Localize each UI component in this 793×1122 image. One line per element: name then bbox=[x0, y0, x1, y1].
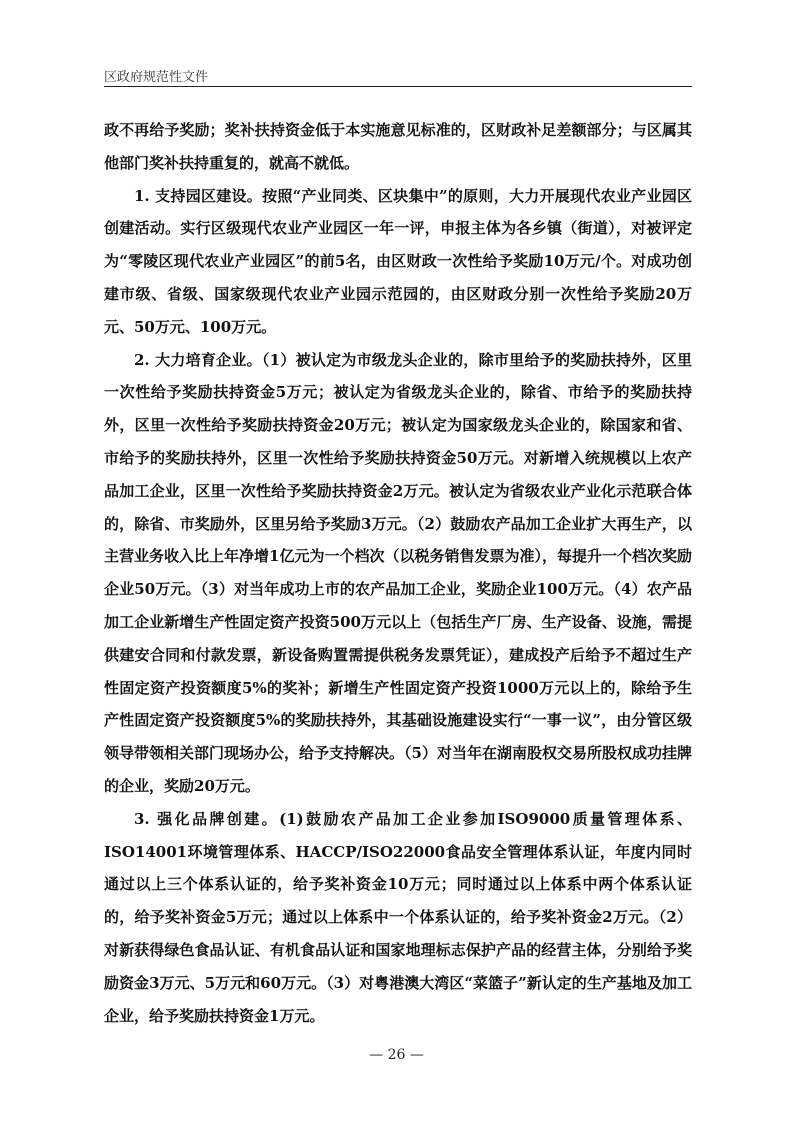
header-divider bbox=[104, 86, 692, 87]
paragraph-continuation bbox=[104, 114, 692, 180]
paragraph-enterprise-cultivation bbox=[104, 344, 692, 803]
paragraph-heading: 2. 大力培育企业。 bbox=[134, 350, 262, 369]
paragraph-text: (1)鼓励农产品加工企业参加ISO9000质量管理体系、ISO14001环境管理体系、HACCP/ISO22000食品安全管理体系认证，年度内同时通过以上三个体系认证的，给予奖补资金10万元；同时通过以上体系中两个体系认证的，给予奖补资金5万元；通过以上体系中一个体系认证的，给予奖补资金2万元。（2）对新获得绿色食品认证、有机食品认证和国家地理标志保护产品的经营主体，分别给予奖励资金3万元、5万元和60万元。（3）对粤港澳大湾区“菜篮子”新认定的生产基地及加工企业，给予奖励扶持资金1万元。 bbox=[104, 809, 692, 1025]
paragraph-heading: 3. 强化品牌创建。 bbox=[134, 809, 280, 828]
document-body bbox=[104, 114, 692, 1032]
paragraph-text: 按照“产业同类、区块集中”的原则，大力开展现代农业产业园区创建活动。实行区级现代农业产业园区一年一评，申报主体为各乡镇（街道），对被评定为“零陵区现代农业产业园区”的前5名，由区财政一次性给予奖励10万元/个。对成功创建市级、省级、国家级现代农业产业园示范园的，由区财政分别一次性给予奖励20万元、50万元、100万元。 bbox=[104, 186, 692, 336]
paragraph-text: 政不再给予奖励；奖补扶持资金低于本实施意见标准的，区财政补足差额部分；与区属其他部门奖补扶持重复的，就高不就低。 bbox=[104, 121, 692, 172]
paragraph-heading: 1. 支持园区建设。 bbox=[134, 186, 263, 205]
paragraph-text: （1）被认定为市级龙头企业的，除市里给予的奖励扶持外，区里一次性给予奖励扶持资金5万元；被认定为省级龙头企业的，除省、市给予的奖励扶持外，区里一次性给予奖励扶持资金20万元；被认定为国家级龙头企业的，除国家和省、市给予的奖励扶持外，区里一次性给予奖励扶持资金50万元。对新增入统规模以上农产品加工企业，区里一次性给予奖励扶持资金2万元。被认定为省级农业产业化示范联合体的，除省、市奖励外，区里另给予奖励3万元。（2）鼓励农产品加工企业扩大再生产，以主营业务收入比上年净增1亿元为一个档次（以税务销售发票为准），每提升一个档次奖励企业50万元。（3）对当年成功上市的农产品加工企业，奖励企业100万元。（4）农产品加工企业新增生产性固定资产投资500万元以上（包括生产厂房、生产设备、设施，需提供建安合同和付款发票，新设备购置需提供税务发票凭证），建成投产后给予不超过生产性固定资产投资额度5%的奖补；新增生产性固定资产投资1000万元以上的，除给予生产性固定资产投资额度5%的奖励扶持外，其基础设施建设实行“一事一议”，由分管区级领导带领相关部门现场办公，给予支持解决。（5）对当年在湖南股权交易所股权成功挂牌的企业，奖励20万元。 bbox=[104, 350, 692, 795]
paragraph-brand-building bbox=[104, 803, 692, 1033]
running-header: 区政府规范性文件 bbox=[104, 70, 209, 85]
page-number: — 26 — bbox=[369, 1047, 424, 1063]
paragraph-park-construction bbox=[104, 180, 692, 344]
